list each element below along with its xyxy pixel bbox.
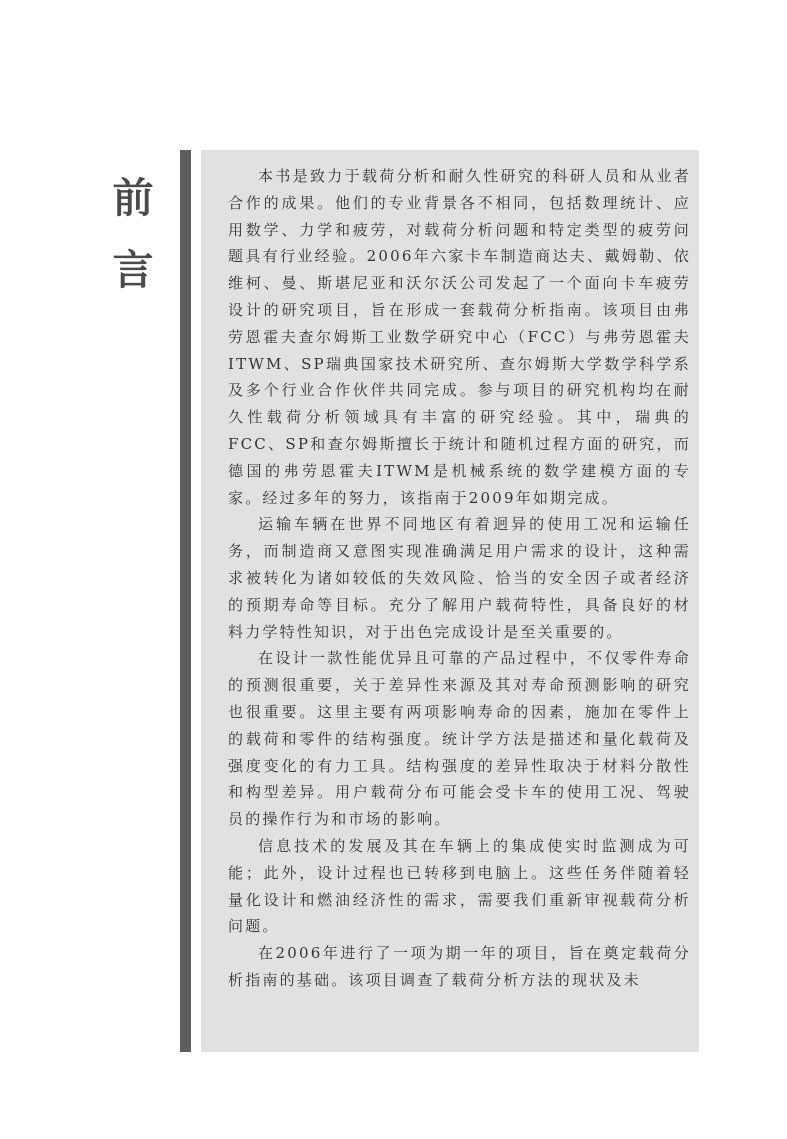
- paragraph-1: 本书是致力于载荷分析和耐久性研究的科研人员和从业者合作的成果。他们的专业背景各不相同，包括数理统计、应用数学、力学和疲劳，对载荷分析问题和特定类型的疲劳问题具有行业经验。2006年六家卡车制造商达夫、戴姆勒、依维柯、曼、斯堪尼亚和沃尔沃公司发起了一个面向卡车疲劳设计的研究项目，旨在形成一套载荷分析指南。该项目由弗劳恩霍夫查尔姆斯工业数学研究中心（FCC）与弗劳恩霍夫ITWM、SP瑞典国家技术研究所、查尔姆斯大学数学科学系及多个行业合作伙伴共同完成。参与项目的研究机构均在耐久性载荷分析领域具有丰富的研究经验。其中，瑞典的FCC、SP和查尔姆斯擅长于统计和随机过程方面的研究，而德国的弗劳恩霍夫ITWM是机械系统的数学建模方面的专家。经过多年的努力，该指南于2009年如期完成。: [228, 167, 691, 507]
- page-title-char-1: 前: [112, 174, 154, 222]
- page-title: [111, 176, 155, 293]
- paragraph-4: 信息技术的发展及其在车辆上的集成使实时监测成为可能；此外，设计过程也已转移到电脑上。这些任务伴随着轻量化设计和燃油经济性的需求，需要我们重新审视载荷分析问题。: [228, 836, 691, 936]
- page-title-char-2: 言: [112, 246, 154, 294]
- paragraph-3: 在设计一款性能优异且可靠的产品过程中，不仅零件寿命的预测很重要，关于差异性来源及其对寿命预测影响的研究也很重要。这里主要有两项影响寿命的因素，施加在零件上的载荷和零件的结构强度。统计学方法是描述和量化载荷及强度变化的有力工具。结构强度的差异性取决于材料分散性和构型差异。用户载荷分布可能会受卡车的使用工况、驾驶员的操作行为和市场的影响。: [228, 649, 691, 829]
- paragraph-2: 运输车辆在世界不同地区有着迥异的使用工况和运输任务，而制造商又意图实现准确满足用户需求的设计，这种需求被转化为诸如较低的失效风险、恰当的安全因子或者经济的预期寿命等目标。充分了解用户载荷特性，具备良好的材料力学特性知识，对于出色完成设计是至关重要的。: [228, 515, 691, 641]
- preface-text-panel: [201, 150, 699, 1052]
- paragraph-5: 在2006年进行了一项为期一年的项目，旨在奠定载荷分析指南的基础。该项目调查了载荷分析方法的现状及未: [228, 944, 691, 989]
- decorative-sidebar-bar: [180, 150, 191, 1052]
